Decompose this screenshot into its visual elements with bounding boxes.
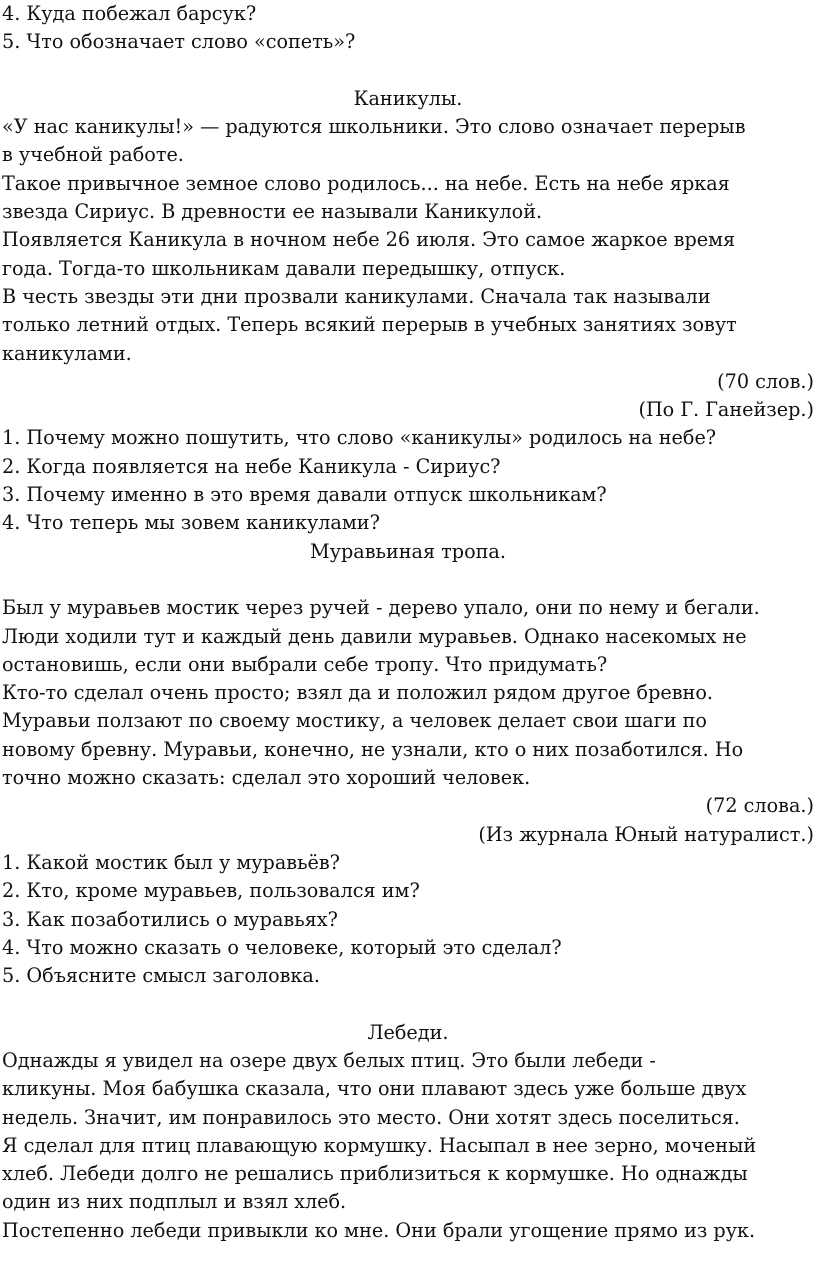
text-line: остановишь, если они выбрали себе тропу. Что придумать? (2, 652, 608, 676)
text-line: Кто-то сделал очень просто; взял да и положил рядом другое бревно. (2, 681, 713, 705)
text-line: 5. Объясните смысл заголовка. (2, 964, 320, 988)
section-title: Каникулы. (353, 86, 463, 110)
blank-line (2, 566, 814, 594)
text-line: Люди ходили тут и каждый день давили муравьев. Однако насекомых не (2, 624, 747, 648)
section-title: Муравьиная тропа. (310, 539, 506, 563)
text-line: (72 слова.) (705, 794, 814, 818)
text-line: 5. Что обозначает слово «сопеть»? (2, 30, 356, 54)
text-line: кликуны. Моя бабушка сказала, что они плавают здесь уже больше двух (2, 1077, 747, 1101)
text-line: Такое привычное земное слово родилось... на небе. Есть на небе яркая (2, 171, 730, 195)
text-line: новому бревну. Муравьи, конечно, не узнали, кто о них позаботился. Но (2, 737, 744, 761)
text-line: Появляется Каникула в ночном небе 26 июля. Это самое жаркое время (2, 228, 736, 252)
text-line: Постепенно лебеди привыкли ко мне. Они брали угощение прямо из рук. (2, 1218, 756, 1242)
text-line: один из них подплыл и взял хлеб. (2, 1190, 347, 1214)
text-line: звезда Сириус. В древности ее называли Каникулой. (2, 200, 543, 224)
text-line: 3. Почему именно в это время давали отпуск школьникам? (2, 483, 607, 507)
text-line: Я сделал для птиц плавающую кормушку. Насыпал в нее зерно, моченый (2, 1133, 757, 1157)
text-line: хлеб. Лебеди долго не решались приблизиться к кормушке. Но однажды (2, 1162, 748, 1186)
text-line: (70 слов.) (717, 369, 814, 393)
text-line: недель. Значит, им понравилось это место. Они хотят здесь поселиться. (2, 1105, 740, 1129)
text-line: 1. Какой мостик был у муравьёв? (2, 850, 340, 874)
text-line: 2. Кто, кроме муравьев, пользовался им? (2, 879, 420, 903)
text-line: года. Тогда-то школьникам давали передышку, отпуск. (2, 256, 566, 280)
text-line: «У нас каникулы!» — радуются школьники. Это слово означает перерыв (2, 115, 746, 139)
text-line: 1. Почему можно пошутить, что слово «каникулы» родилось на небе? (2, 426, 717, 450)
text-line: каникулами. (2, 341, 132, 365)
text-line: в учебной работе. (2, 143, 184, 167)
text-line: 4. Что теперь мы зовем каникулами? (2, 511, 380, 535)
text-line: Однажды я увидел на озере двух белых птиц. Это были лебеди - (2, 1048, 656, 1072)
text-line: (По Г. Ганейзер.) (638, 398, 814, 422)
text-line: 3. Как позаботились о муравьях? (2, 907, 338, 931)
text-line: только летний отдых. Теперь всякий перерыв в учебных занятиях зовут (2, 313, 737, 337)
text-line: Муравьи ползают по своему мостику, а человек делает свои шаги по (2, 709, 707, 733)
text-line: В честь звезды эти дни прозвали каникулами. Сначала так называли (2, 284, 711, 308)
blank-line (2, 990, 814, 1018)
text-line: 2. Когда появляется на небе Каникула - Сириус? (2, 454, 501, 478)
text-line: точно можно сказать: сделал это хороший человек. (2, 766, 531, 790)
text-line: 4. Что можно сказать о человеке, который это сделал? (2, 935, 562, 959)
blank-line (2, 57, 814, 85)
section-title: Лебеди. (367, 1020, 449, 1044)
text-line: Был у муравьев мостик через ручей - дерево упало, они по нему и бегали. (2, 596, 760, 620)
text-line: (Из журнала Юный натуралист.) (478, 822, 814, 846)
text-line: 4. Куда побежал барсук? (2, 2, 257, 25)
